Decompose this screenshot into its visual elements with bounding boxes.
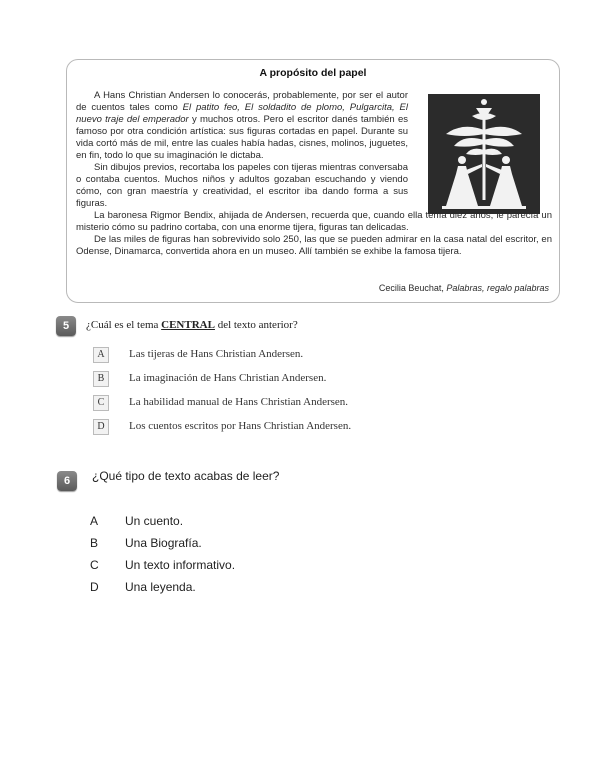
paragraph-2: Sin dibujos previos, recortaba los papeles con tijeras mientras conversaba o contaba cuentos. Muchos niños y adultos gozaban escuchando y viendo cómo, con gran maestría y creatividad, el escritor iba dando forma a sus figuras. [76,162,408,209]
paragraph-3: La baronesa Rigmor Bendix, ahijada de Andersen, recuerda que, cuando ella tenía diez años, le parecía un misterio cómo su padrino cortaba, con una enorme tijera, figuras tan delicadas. [76,210,552,233]
question-6-option-a[interactable] [90,514,184,528]
option-text: Las tijeras de Hans Christian Andersen. [129,348,304,360]
question-6-prompt: ¿Qué tipo de texto acabas de leer? [92,469,280,483]
question-6-option-d[interactable] [90,580,196,594]
citation-title: Palabras, regalo palabras [446,283,549,293]
option-letter: D [90,580,99,594]
question-5-prompt-start: ¿Cuál es el tema [86,319,162,331]
reading-title: A propósito del papel [259,67,367,79]
option-text: Los cuentos escritos por Hans Christian Andersen. [129,420,352,432]
question-6-option-b[interactable] [90,536,202,550]
reading-body-full-width [76,210,552,258]
option-text: Una Biografía. [125,536,202,550]
question-5-number-badge: 5 [56,316,76,336]
question-5-option-d[interactable] [93,419,352,435]
option-letter: C [93,395,109,411]
option-letter: C [90,558,99,572]
paragraph-1 [76,90,408,162]
paragraph-1-text: A Hans Christian Andersen lo conocerás, probablemente, por ser el autor de cuentos tales como [76,90,408,113]
option-text: Una leyenda. [125,580,196,594]
question-5-emphasis: CENTRAL [161,319,215,331]
option-letter: B [90,536,99,550]
option-letter: A [93,347,109,363]
paragraph-4: De las miles de figuras han sobrevivido solo 250, las que se pueden admirar en la casa natal del escritor, en Odense, Dinamarca, convertida ahora en un museo. Allí también se exhibe la famosa tijera. [76,234,552,257]
question-6-option-c[interactable] [90,558,236,572]
paper-cut-illustration [428,94,540,214]
option-letter: A [90,514,99,528]
option-text: La habilidad manual de Hans Christian Andersen. [129,396,349,408]
option-text: Un cuento. [125,514,184,528]
option-text: Un texto informativo. [125,558,236,572]
citation-author: Cecilia Beuchat, [378,283,447,293]
option-letter: D [93,419,109,435]
question-5-prompt [86,319,298,331]
question-5-option-a[interactable] [93,347,304,363]
citation [379,283,549,293]
question-5-prompt-end: del texto anterior? [214,319,298,331]
paper-cut-figure-icon [428,94,540,214]
question-5-option-b[interactable] [93,371,327,387]
reading-passage-box [66,59,560,303]
paragraph-1-text-end: y muchos otros. Pero el escritor danés también es famoso por otra condición artística: sus figuras cortadas en papel. Durante su vida cortó más de mil, entre las cuales había hadas, cisnes, molinos, juguetes, en fin, todo lo que su imaginación le dictaba. [76,114,408,161]
option-letter: B [93,371,109,387]
story-titles: El patito feo, El soldadito de plomo, Pulgarcita, El nuevo traje del emperador [76,102,408,125]
option-text: La imaginación de Hans Christian Andersen. [129,372,327,384]
question-6-number-badge: 6 [57,471,77,491]
question-5-option-c[interactable] [93,395,349,411]
reading-body [76,90,408,210]
